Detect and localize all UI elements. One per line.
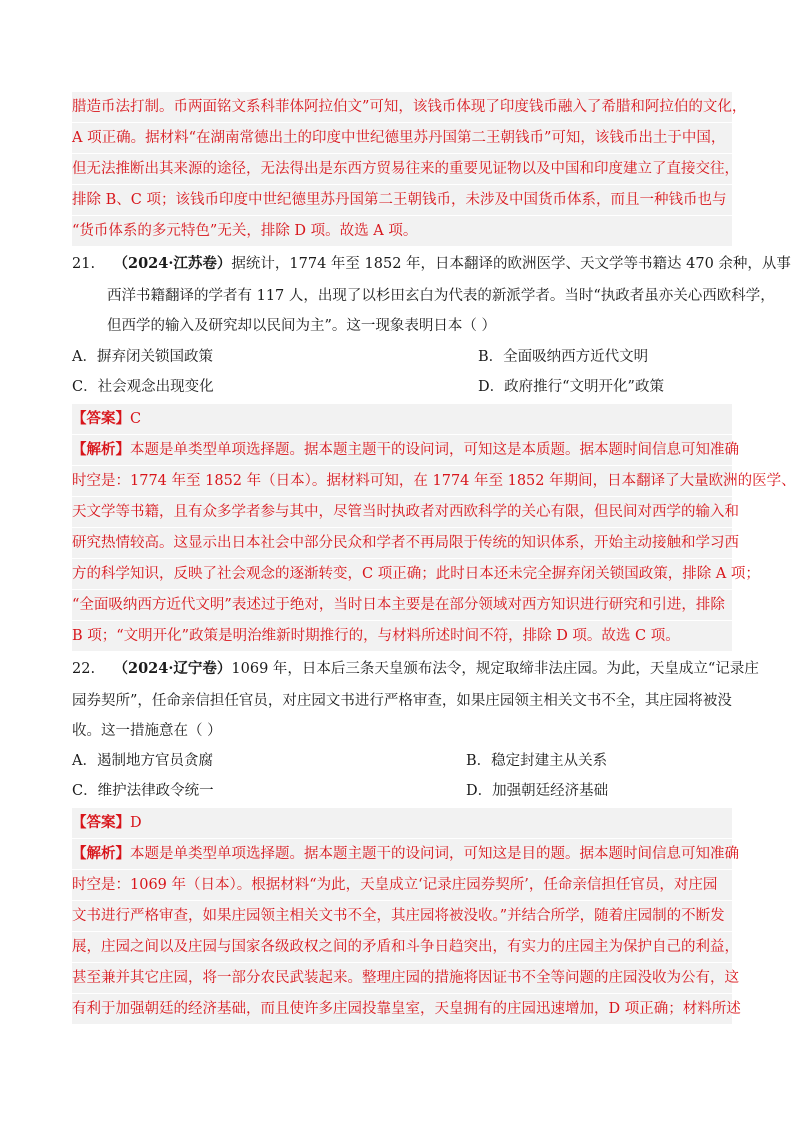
- q21-source: （2024·江苏卷）: [113, 255, 232, 272]
- q21-answer: [72, 404, 732, 434]
- q22-answer-value: D: [130, 815, 142, 831]
- q22-analysis-line-4: 展，庄园之间以及庄园与国家各级政权之间的矛盾和斗争日趋突出，有实力的庄园主为保护自己的利益，: [72, 932, 732, 962]
- q21-option-b[interactable]: B．全面吸纳西方近代文明: [478, 349, 649, 365]
- q21-analysis-line-7: B 项；“文明开化”政策是明治维新时期推行的，与材料所述时间不符，排除 D 项。故选 C 项。: [72, 621, 732, 651]
- q21-option-d[interactable]: D．政府推行“文明开化”政策: [478, 379, 664, 395]
- q21-answer-value: C: [130, 411, 142, 427]
- q21-analysis-line-5: 方的科学知识，反映了社会观念的逐渐转变，C 项正确；此时日本还未完全摒弃闭关锁国政策，排除 A 项；: [72, 559, 732, 589]
- prev-analysis-line-3: 但无法推断出其来源的途径，无法得出是东西方贸易往来的重要见证物以及中国和印度建立了直接交往，: [72, 154, 732, 184]
- prev-analysis-line-1: 腊造币法打制。币两面铭文系科菲体阿拉伯文”可知，该钱币体现了印度钱币融入了希腊和阿拉伯的文化，: [72, 92, 732, 122]
- q21-analysis-text-1: 本题是单类型单项选择题。据本题主题干的设问词，可知这是本质题。据本题时间信息可知准确: [130, 442, 739, 458]
- q22-analysis-line-1: [72, 839, 739, 869]
- q22-answer: [72, 808, 732, 838]
- q22-analysis-line-6: 有利于加强朝廷的经济基础，而且使许多庄园投靠皇室，天皇拥有的庄园迅速增加，D 项正确；材料所述: [72, 994, 732, 1024]
- q21-stem-line-3: 但西学的输入及研究却以民间为主”。这一现象表明日本（ ）: [107, 318, 497, 334]
- q21-option-a[interactable]: A．摒弃闭关锁国政策: [72, 349, 213, 365]
- q22-analysis-label: 【解析】: [72, 845, 130, 862]
- q21-stem-line-2: 西洋书籍翻译的学者有 117 人，出现了以杉田玄白为代表的新派学者。当时“执政者虽亦关心西欧科学，: [107, 288, 775, 304]
- q21-analysis-line-3: 天文学等书籍，且有众多学者参与其中，尽管当时执政者对西欧科学的关心有限，但民间对西学的输入和: [72, 497, 732, 527]
- q22-analysis-text-1: 本题是单类型单项选择题。据本题主题干的设问词，可知这是目的题。据本题时间信息可知准确: [130, 846, 739, 862]
- q21-number: 21.: [72, 256, 96, 272]
- q22-stem-text-1: 1069 年，日本后三条天皇颁布法令，规定取缔非法庄园。为此，天皇成立“记录庄: [231, 661, 759, 677]
- q22-stem-line-1: [72, 654, 759, 684]
- q21-analysis-line-4: 研究热情较高。这显示出日本社会中部分民众和学者不再局限于传统的知识体系，开始主动接触和学习西: [72, 528, 732, 558]
- prev-analysis-line-2: A 项正确。据材料“在湖南常德出土的印度中世纪德里苏丹国第二王朝钱币”可知，该钱币出土于中国，: [72, 123, 732, 153]
- q21-answer-label: 【答案】: [72, 410, 130, 427]
- q22-number: 22.: [72, 661, 96, 677]
- q21-analysis-label: 【解析】: [72, 441, 130, 458]
- prev-analysis-line-5: “货币体系的多元特色”无关，排除 D 项。故选 A 项。: [72, 216, 732, 246]
- q22-option-a[interactable]: A．遏制地方官员贪腐: [72, 753, 213, 769]
- prev-analysis-line-4: 排除 B、C 项；该钱币印度中世纪德里苏丹国第二王朝钱币，未涉及中国货币体系，而且一种钱币也与: [72, 185, 732, 215]
- q22-option-c[interactable]: C．维护法律政令统一: [72, 783, 214, 799]
- q21-stem-text-1: 据统计，1774 年至 1852 年，日本翻译的欧洲医学、天文学等书籍达 470 余种，从事: [231, 256, 791, 272]
- q21-stem-line-1: [72, 249, 791, 279]
- q22-option-b[interactable]: B．稳定封建主从关系: [466, 753, 608, 769]
- q22-analysis-line-2: 时空是：1069 年（日本）。根据材料“为此，天皇成立‘记录庄园券契所’，任命亲信担任官员，对庄园: [72, 870, 732, 900]
- q22-stem-line-3: 收。这一措施意在（ ）: [72, 723, 222, 739]
- q22-analysis-line-5: 甚至兼并其它庄园，将一部分农民武装起来。整理庄园的措施将因证书不全等问题的庄园没收为公有，这: [72, 963, 732, 993]
- q21-analysis-line-1: [72, 435, 739, 465]
- q22-analysis-line-3: 文书进行严格审查，如果庄园领主相关文书不全，其庄园将被没收。”并结合所学，随着庄园制的不断发: [72, 901, 732, 931]
- q21-analysis-line-6: “全面吸纳西方近代文明”表述过于绝对，当时日本主要是在部分领域对西方知识进行研究和引进，排除: [72, 590, 732, 620]
- q22-answer-label: 【答案】: [72, 814, 130, 831]
- q22-source: （2024·辽宁卷）: [113, 660, 232, 677]
- q21-option-c[interactable]: C．社会观念出现变化: [72, 379, 214, 395]
- q22-stem-line-2: 园券契所”，任命亲信担任官员，对庄园文书进行严格审查，如果庄园领主相关文书不全，其庄园将被没: [72, 693, 732, 709]
- q21-analysis-line-2: 时空是：1774 年至 1852 年（日本）。据材料可知，在 1774 年至 1852 年期间，日本翻译了大量欧洲的医学、: [72, 466, 732, 496]
- q22-option-d[interactable]: D．加强朝廷经济基础: [466, 783, 609, 799]
